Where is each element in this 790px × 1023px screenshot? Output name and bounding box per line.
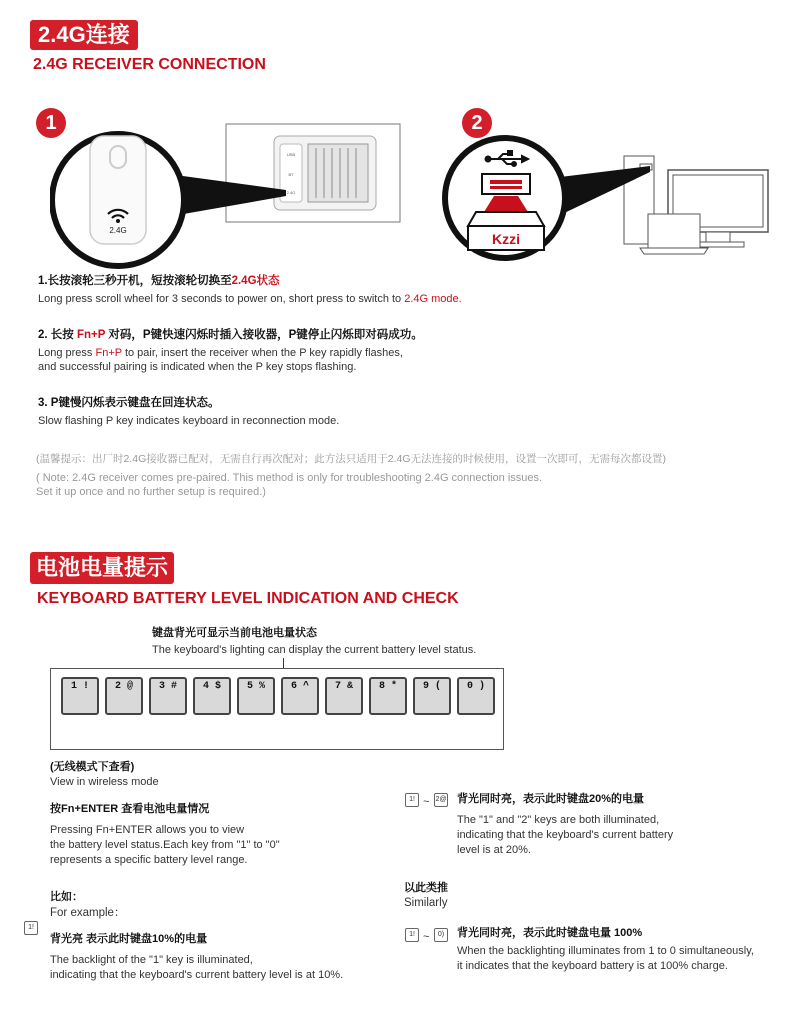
wireless-mode-en: View in wireless mode xyxy=(50,776,159,788)
similar-en: Similarly xyxy=(404,897,448,909)
step2-en-2: and successful pairing is indicated when the P key stops flashing. xyxy=(38,361,357,373)
port-label-usb: USB xyxy=(286,152,296,157)
port-label-24g: 2.4G xyxy=(286,190,296,195)
step2-en-1: Long press Fn+P to pair, insert the receiver when the P key rapidly flashes, xyxy=(38,347,403,359)
note-en-2: Set it up once and no further setup is required.) xyxy=(36,486,266,498)
wireless-mode-cn: (无线模式下查看) xyxy=(50,761,135,773)
step1-en: Long press scroll wheel for 3 seconds to power on, short press to switch to 2.4G mode. xyxy=(38,293,462,305)
mini-key-2: 2@ xyxy=(434,793,448,807)
step2-cn: 2. 长按 Fn+P 对码，P键快速闪烁时插入接收器，P键停止闪烁即对码成功。 xyxy=(38,329,423,341)
similar-cn: 以此类推 xyxy=(404,882,448,894)
check-en-1: Pressing Fn+ENTER allows you to view xyxy=(50,824,245,836)
section1-title: 2.4G RECEIVER CONNECTION xyxy=(33,56,266,73)
key-0: 0 ) xyxy=(457,677,495,715)
mode-label-24g: 2.4G xyxy=(109,226,127,235)
check-en-3: represents a specific battery level range. xyxy=(50,854,248,866)
example-20-en-3: level is at 20%. xyxy=(457,844,531,856)
step1-cn: 1.长按滚轮三秒开机，短按滚轮切换至2.4G状态 xyxy=(38,275,280,287)
tilde-20: ~ xyxy=(423,796,430,808)
receiver-plug-illustration xyxy=(440,126,780,266)
key-5: 5 % xyxy=(237,677,275,715)
check-en-2: the battery level status.Each key from "1" to "0" xyxy=(50,839,280,851)
mini-key-1: 1! xyxy=(24,921,38,935)
key-3: 3 # xyxy=(149,677,187,715)
port-label-bt: BT xyxy=(288,172,294,177)
step-badge-2: 2 xyxy=(462,108,492,138)
key-2: 2 @ xyxy=(105,677,143,715)
step3-cn: 3. P键慢闪烁表示键盘在回连状态。 xyxy=(38,397,220,409)
note-cn: (温馨提示：出厂时2.4G接收器已配对，无需自行再次配对；此方法只适用于2.4G无法连接的时候使用，设置一次即可，无需每次都设置) xyxy=(36,453,667,465)
example-10-cn: 背光亮 表示此时键盘10%的电量 xyxy=(50,933,208,945)
example-100-en-2: it indicates that the keyboard battery is at 100% charge. xyxy=(457,960,728,972)
step3-en: Slow flashing P key indicates keyboard in reconnection mode. xyxy=(38,415,340,427)
key-6: 6 ^ xyxy=(281,677,319,715)
example-100-cn: 背光同时亮，表示此时键盘电量 100% xyxy=(457,927,643,939)
mini-key-0: 0) xyxy=(434,928,448,942)
example-20-en-1: The "1" and "2" keys are both illuminated, xyxy=(457,814,660,826)
note-en-1: ( Note: 2.4G receiver comes pre-paired. This method is only for troubleshooting 2.4G connection issues. xyxy=(36,472,543,484)
mini-key-1-a: 1! xyxy=(405,793,419,807)
example-100-en-1: When the backlighting illuminates from 1 to 0 simultaneously, xyxy=(457,945,754,957)
receiver-switch-illustration xyxy=(50,118,410,278)
example-cn: 比如： xyxy=(50,891,83,903)
section2-title: KEYBOARD BATTERY LEVEL INDICATION AND CHECK xyxy=(37,590,459,607)
key-4: 4 $ xyxy=(193,677,231,715)
tilde-100: ~ xyxy=(423,931,430,943)
battery-caption-cn: 键盘背光可显示当前电池电量状态 xyxy=(152,627,317,639)
check-cn: 按Fn+ENTER 查看电池电量情况 xyxy=(50,803,210,815)
example-10-en-1: The backlight of the "1" key is illuminated, xyxy=(50,954,253,966)
example-20-cn: 背光同时亮，表示此时键盘20%的电量 xyxy=(457,793,645,805)
battery-caption-en: The keyboard's lighting can display the current battery level status. xyxy=(152,644,477,656)
example-20-en-2: indicating that the keyboard's current battery xyxy=(457,829,674,841)
keyboard-number-row xyxy=(50,668,504,750)
key-1: 1 ! xyxy=(61,677,99,715)
example-en: For example： xyxy=(50,907,126,919)
section1-tag: 2.4G连接 xyxy=(30,20,138,50)
key-7: 7 & xyxy=(325,677,363,715)
key-8: 8 * xyxy=(369,677,407,715)
mini-key-1-b: 1! xyxy=(405,928,419,942)
key-9: 9 ( xyxy=(413,677,451,715)
example-10-en-2: indicating that the keyboard's current battery level is at 10%. xyxy=(50,969,344,981)
step-badge-1: 1 xyxy=(36,108,66,138)
section2-tag: 电池电量提示 xyxy=(30,552,174,584)
brand-logo: Kzzi xyxy=(492,231,520,247)
